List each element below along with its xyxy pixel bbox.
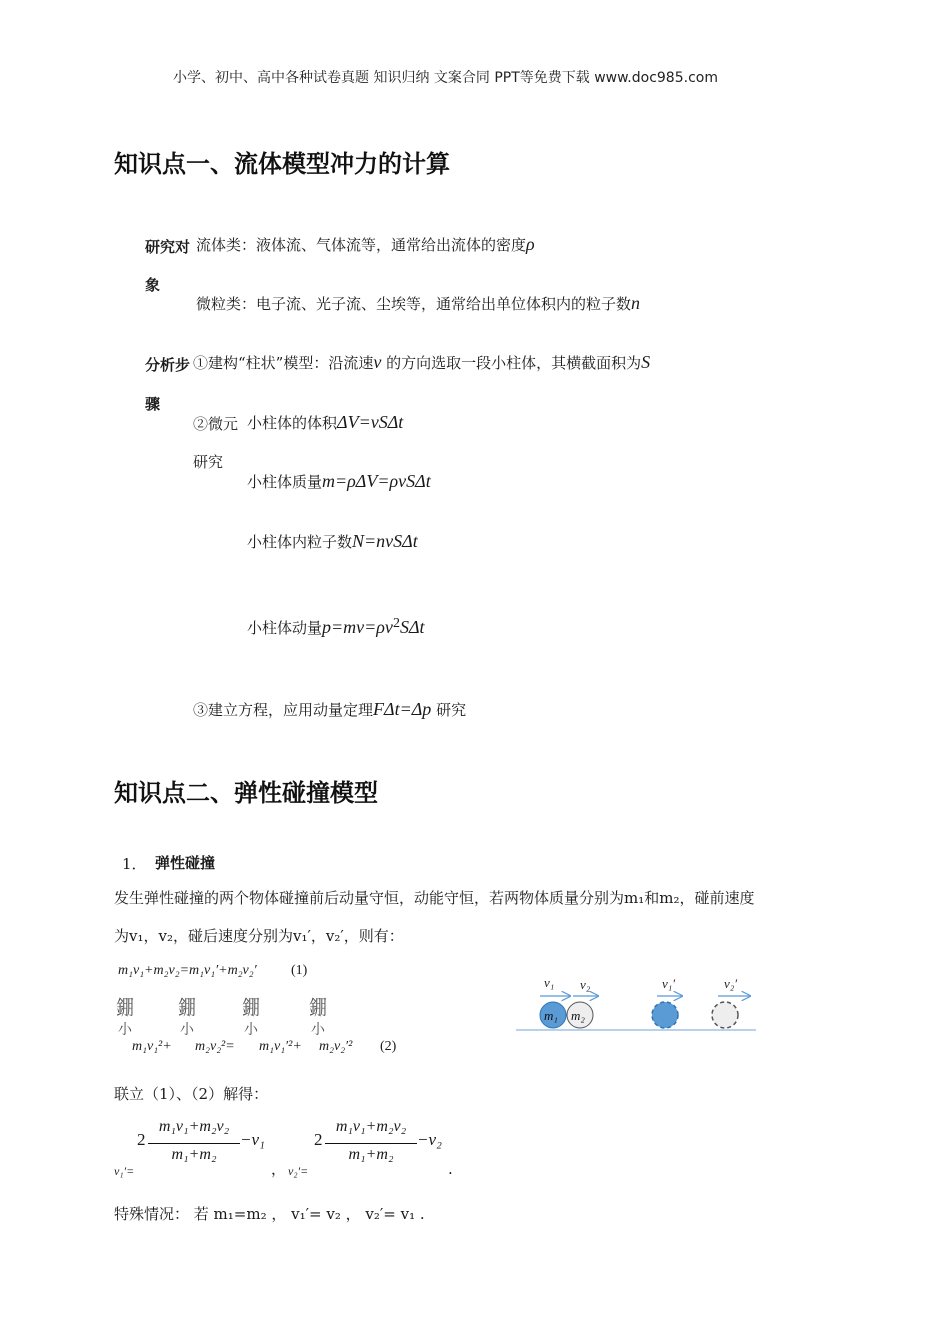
label-v2-prime: v₂′ xyxy=(724,976,738,991)
particle-line: 微粒类：电子流、光子流、尘埃等，通常给出单位体积内的粒子数n xyxy=(196,293,641,313)
fraction-period: . xyxy=(448,1160,453,1178)
equation-2-term-2: m₂v₂²= xyxy=(195,1039,235,1054)
mass-line: 小柱体质量m=ρΔV=ρvSΔt xyxy=(247,471,431,491)
fraction2-lhs: v₂′= xyxy=(288,1164,309,1178)
object-label: 研究对 xyxy=(145,238,191,256)
fraction1-denominator: m₁+m₂ xyxy=(171,1146,217,1163)
steps-label: 分析步 xyxy=(145,356,191,374)
label-v1: v₁ xyxy=(544,975,555,990)
fraction1-bar xyxy=(148,1143,240,1144)
equation-1-number: (1) xyxy=(291,963,308,978)
equation-2-term-3: m₁v₁′²+ xyxy=(259,1039,302,1054)
fraction2-coef: 2 xyxy=(314,1130,323,1149)
fluid-line: 流体类：液体流、气体流等，通常给出流体的密度ρ xyxy=(196,234,535,254)
step1-line: ①建构“柱状”模型：沿流速v 的方向选取一段小柱体，其横截面积为S xyxy=(193,352,651,372)
page-header: 小学、初中、高中各种试卷真题 知识归纳 文案合同 PPT等免费下载 www.doc985.com xyxy=(173,70,718,86)
paragraph-line-1: 发生弹性碰撞的两个物体碰撞前后动量守恒，动能守恒，若两物体质量分别为m₁和m₂，碰前速度 xyxy=(114,889,755,907)
solve-line: 联立（1）、（2）解得： xyxy=(114,1085,269,1103)
section1-title: 知识点一、流体模型冲力的计算 xyxy=(114,150,450,178)
fraction2-bar xyxy=(325,1143,417,1144)
half-small-3: 小 xyxy=(244,1023,258,1038)
step3-line: ③建立方程，应用动量定理FΔt=Δp 研究 xyxy=(193,699,467,719)
fraction2-numerator: m₁v₁+m₂v₂ xyxy=(335,1118,407,1135)
ball-label-m1: m₁ xyxy=(544,1008,558,1023)
half-glyph-2: 錋 xyxy=(178,997,196,1021)
subsection-number: 1． xyxy=(122,855,147,873)
label-v1-prime: v₁′ xyxy=(662,976,676,991)
special-case-line: 特殊情况： 若 m₁=m₂ ， v₁′= v₂ ， v₂′= v₁ . xyxy=(114,1205,425,1223)
half-glyph-4: 錋 xyxy=(309,997,327,1021)
paragraph-line-2: 为v₁，v₂，碰后速度分别为v₁′，v₂′，则有： xyxy=(114,927,404,945)
collision-diagram xyxy=(510,968,770,1040)
ball-m1-after xyxy=(652,1002,678,1028)
fraction-comma: ， xyxy=(271,1160,287,1178)
fraction1-coef: 2 xyxy=(137,1130,146,1149)
half-glyph-3: 錋 xyxy=(242,997,260,1021)
fraction1-numerator: m₁v₁+m₂v₂ xyxy=(158,1118,230,1135)
ball-label-m2: m₂ xyxy=(571,1008,585,1023)
fraction1-lhs: v₁′= xyxy=(114,1164,135,1178)
section2-title: 知识点二、弹性碰撞模型 xyxy=(114,779,378,807)
step2-label: ②微元 xyxy=(193,415,239,433)
equation-2-term-1: m₁v₁²+ xyxy=(132,1039,172,1054)
half-small-4: 小 xyxy=(311,1023,325,1038)
volume-line: 小柱体的体积ΔV=vSΔt xyxy=(247,412,404,432)
momentum-line: 小柱体动量$p=mv=\rho v^2S\Delta t$ xyxy=(247,616,425,637)
particle-count-line: 小柱体内粒子数N=nvSΔt xyxy=(247,531,418,551)
half-small-1: 小 xyxy=(118,1023,132,1038)
equation-1: m₁v₁+m₂v₂=m₁v₁′+m₂v₂′ xyxy=(118,963,257,978)
equation-2-number: (2) xyxy=(380,1039,397,1054)
fraction1-tail: −v₁ xyxy=(240,1130,265,1149)
fraction2-tail: −v₂ xyxy=(417,1130,442,1149)
half-glyph-1: 錋 xyxy=(116,997,134,1021)
label-v2: v₂ xyxy=(580,977,591,992)
fraction2-denominator: m₁+m₂ xyxy=(348,1146,394,1163)
equation-2-term-4: m₂v₂′² xyxy=(319,1039,353,1054)
object-label-cont: 象 xyxy=(145,276,161,294)
steps-label-cont: 骤 xyxy=(145,395,161,413)
half-small-2: 小 xyxy=(180,1023,194,1038)
ball-m2-after xyxy=(712,1002,738,1028)
subsection-title: 弹性碰撞 xyxy=(155,854,216,872)
step2-label-cont: 研究 xyxy=(193,453,224,471)
